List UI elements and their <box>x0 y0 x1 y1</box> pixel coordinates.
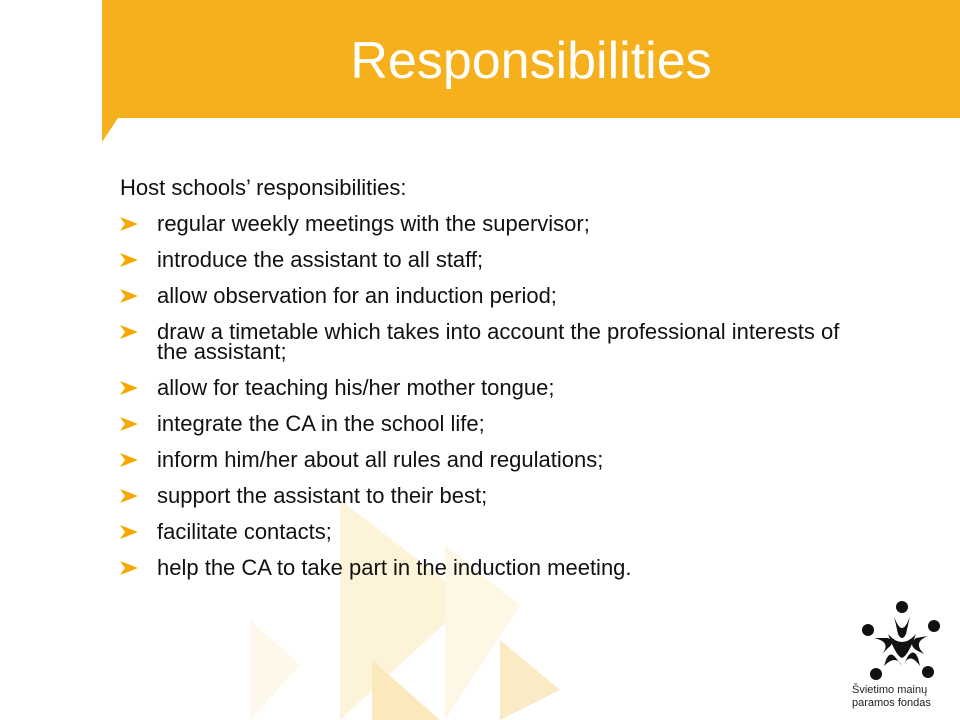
bullet-text: allow for teaching his/her mother tongue; <box>157 375 555 400</box>
bullet-text: allow observation for an induction period; <box>157 283 557 308</box>
bullet-item <box>120 211 860 236</box>
arrow-bullet-icon <box>120 289 138 303</box>
bullet-item <box>120 447 860 472</box>
bullet-item <box>120 247 860 272</box>
arrow-bullet-icon <box>120 217 138 231</box>
bullet-text: help the CA to take part in the induction meeting. <box>157 555 632 580</box>
bullet-list <box>120 211 860 580</box>
organization-logo <box>852 600 948 720</box>
intro-text: Host schools’ responsibilities: <box>120 175 407 200</box>
logo-text <box>852 684 948 710</box>
bullet-item <box>120 319 860 364</box>
arrow-bullet-icon <box>120 381 138 395</box>
bullet-text: draw a timetable which takes into account the professional interests of the assistant; <box>157 319 840 364</box>
bullet-text: inform him/her about all rules and regulations; <box>157 447 604 472</box>
bullet-text: introduce the assistant to all staff; <box>157 247 484 272</box>
arrow-bullet-icon <box>120 417 138 431</box>
arrow-bullet-icon <box>120 453 138 467</box>
bullet-text: support the assistant to their best; <box>157 483 488 508</box>
arrow-bullet-icon <box>120 489 138 503</box>
bullet-text: facilitate contacts; <box>157 519 332 544</box>
slide-title: Responsibilities <box>350 32 712 90</box>
bullet-item <box>120 375 860 400</box>
bullet-text: integrate the CA in the school life; <box>157 411 485 436</box>
bullet-item <box>120 555 860 580</box>
bullet-item <box>120 283 860 308</box>
bullet-item <box>120 411 860 436</box>
bullet-text: regular weekly meetings with the supervisor; <box>157 211 590 236</box>
arrow-bullet-icon <box>120 325 138 339</box>
logo-line-1: Švietimo mainų <box>852 684 928 696</box>
bullet-item <box>120 519 860 544</box>
bullet-item <box>120 483 860 508</box>
arrow-bullet-icon <box>120 253 138 267</box>
arrow-bullet-icon <box>120 525 138 539</box>
slide-content <box>120 174 860 594</box>
arrow-bullet-icon <box>120 561 138 575</box>
logo-line-2: paramos fondas <box>852 697 931 709</box>
people-star-logo-icon <box>858 600 946 686</box>
